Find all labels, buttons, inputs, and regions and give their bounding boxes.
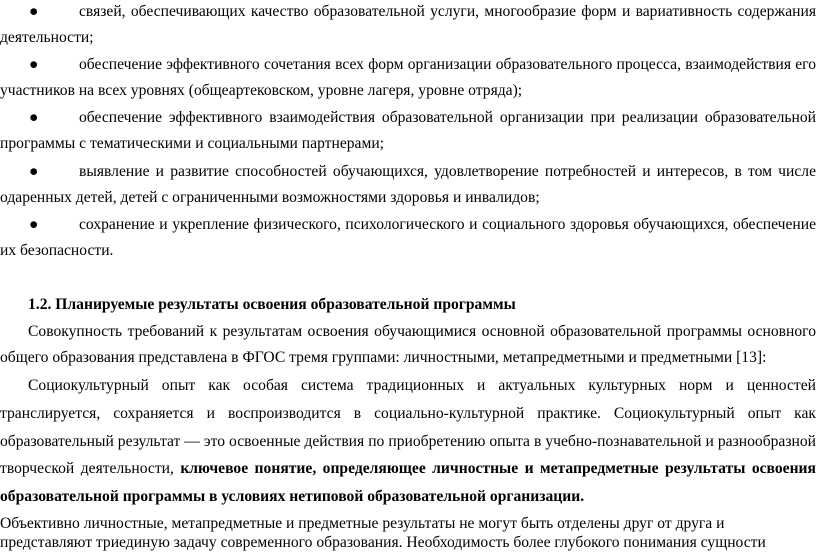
bullet-text: обеспечение эффективного сочетания всех форм организации образовательного процесса, взаимодействия его	[79, 56, 816, 73]
bullet-item-2-continuation: участников на всех уровнях (общеартековском, уровне лагеря, уровне отряда);	[0, 82, 523, 99]
section-heading: 1.2. Планируемые результаты освоения образовательной программы	[28, 296, 516, 313]
bullet-item-3-continuation: программы с тематическими и социальными партнерами;	[0, 135, 385, 152]
bullet-marker: ●	[29, 3, 39, 20]
bullet-text: сохранение и укрепление физического, психологического и социального здоровья обучающихся, обеспечение	[79, 216, 816, 233]
bullet-marker: ●	[29, 109, 39, 126]
bullet-text: выявление и развитие способностей обучающихся, удовлетворение потребностей и интересов, в том числе	[79, 163, 816, 180]
bullet-item-4-continuation: одаренных детей, детей с ограниченными возможностями здоровья и инвалидов;	[0, 189, 540, 206]
paragraph-1-line-1: Совокупность требований к результатам освоения обучающимися основной образовательной программы основного	[28, 323, 816, 340]
paragraph-2-line-1: Социокультурный опыт как особая система традиционных и актуальных культурных норм и ценностей	[28, 377, 816, 394]
bullet-marker: ●	[29, 216, 39, 233]
paragraph-2-line-4	[0, 459, 816, 479]
paragraph-2-line-4-normal: творческой деятельности,	[0, 460, 181, 477]
paragraph-2-line-3: образовательный результат — это освоенные действия по приобретению опыта в учебно-познавательной и разнообразной	[0, 433, 816, 450]
bullet-marker: ●	[29, 163, 39, 180]
paragraph-2-line-4-bold: ключевое понятие, определяющее личностные и метапредметные результаты освоения	[180, 460, 816, 477]
paragraph-2-line-5: образовательной программы в условиях нетиповой образовательной организации.	[0, 488, 585, 505]
bullet-marker: ●	[29, 56, 39, 73]
paragraph-2-line-2: транслируется, сохраняется и воспроизводится в социально-культурной практике. Социокультурный опыт как	[0, 405, 816, 422]
bullet-text: связей, обеспечивающих качество образовательной услуги, многообразие форм и вариативность содержания	[79, 3, 816, 20]
bullet-text: обеспечение эффективного взаимодействия образовательной организации при реализации образовательной	[79, 109, 816, 126]
bullet-item-1-continuation: деятельности;	[0, 29, 94, 46]
paragraph-3-line-1: Объективно личностные, метапредметные и предметные результаты не могут быть отделены друг от друга и	[0, 515, 725, 532]
paragraph-1-line-2: общего образования представлена в ФГОС тремя группами: личностными, метапредметными и предметными [13]:	[0, 349, 767, 366]
paragraph-3-line-2: представляют триединую задачу современного образования. Необходимость более глубокого понимания сущности	[0, 534, 766, 551]
bullet-item-5-continuation: их безопасности.	[0, 242, 114, 259]
